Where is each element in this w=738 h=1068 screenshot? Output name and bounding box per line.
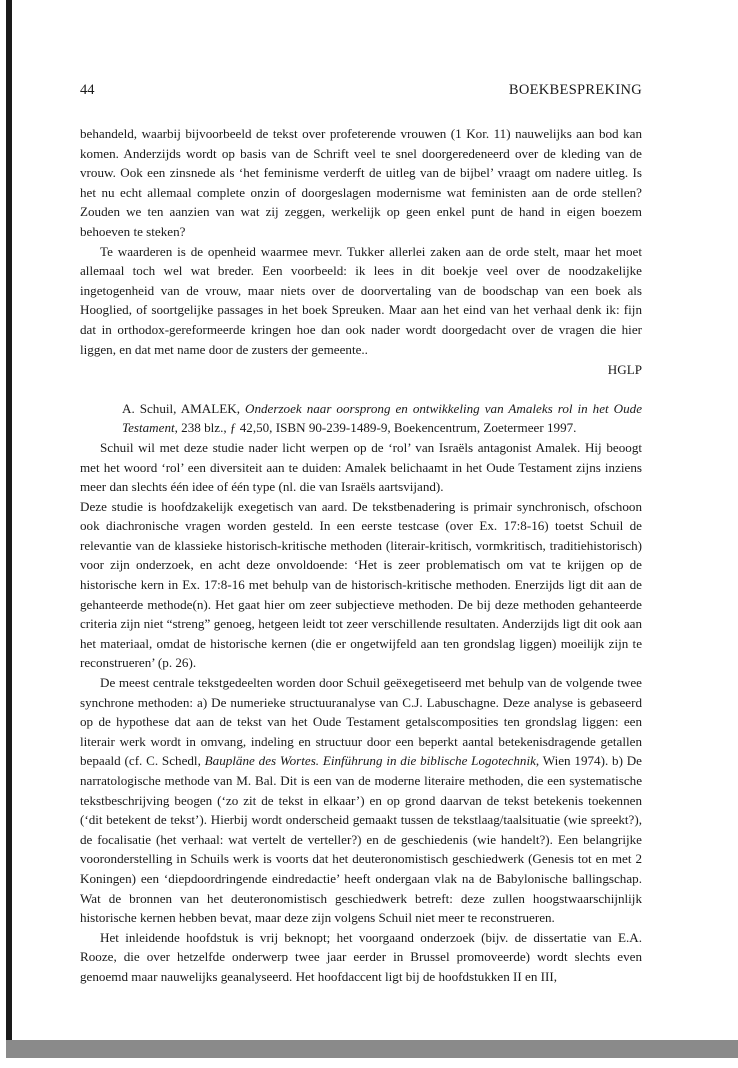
review2-paragraph-4: Het inleidende hoofdstuk is vrij beknopt; het voorgaand onderzoek (bijv. de dissertatie van E.A. Rooze, die over hetzelfde onderwerp twee jaar eerder in Brussel promoveerde) wordt slechts even genoemd maar nauwelijks geanalyseerd. Het hoofdaccent ligt bij de hoofdstukken II en III, (80, 929, 642, 984)
running-title: BOEKBESPREKING (508, 82, 642, 98)
review2-paragraph-1: Schuil wil met deze studie nader licht werpen op de ‘rol’ van Israëls antagonist Amalek. Hij beoogt met het woord ‘rol’ een diversiteit aan te duiden: Amalek belichaamt in het Oude Testament zijns inziens meer dan slechts één idee of één type (nl. die van Israëls aartsvijand). (80, 439, 642, 495)
page-body (80, 124, 642, 987)
running-header (80, 82, 642, 102)
review2-paragraph-3 (80, 673, 642, 928)
review1-paragraph-1: behandeld, waarbij bijvoorbeeld de tekst over profeterende vrouwen (1 Kor. 11) nauwelijks aan bod kan komen. Anderzijds wordt op basis van de Schrift veel te snel doorgeredeneerd over de kleding van de vrouw. Ook een zinsnede als ‘het feminisme verderft de uitleg van de bijbel’ vraagt om nadere uitleg. Is het nu echt allemaal complete onzin of doorgeslagen modernisme wat feministen aan de orde stellen? Zouden we ten aanzien van wat zij zeggen, werkelijk op geen enkel punt de hand in eigen boezem behoeven te steken? (80, 126, 642, 239)
review2-p3-text-a: De meest centrale tekstgedeelten worden door Schuil geëxegetiseerd met behulp van de volgende twee synchrone methoden: a) De numerieke structuuranalyse van C.J. Labuschagne. Deze analyse is gebaseerd op de hypothese dat aan de tekst van het Oude Testament getalscomposities ten grondslag liggen: een literair werk wordt in omvang, indeling en structuur door een beperkt aantal betekenisdragende getallen bepaald (cf. C. Schedl, (80, 675, 642, 769)
bibliographic-entry (122, 399, 642, 438)
review2-paragraph-2: Deze studie is hoofdzakelijk exegetisch van aard. De tekstbenadering is primair synchronisch, ofschoon ook diachronische vragen worden gesteld. In een eerste testcase (over Ex. 17:8-16) toetst Schuil de relevantie van de klassieke historisch-kritische methoden (literair-kritisch, vormkritisch, traditiehistorisch) voor zijn onderzoek, en acht deze onvoldoende: ‘Het is zeer problematisch om vat te krijgen op de historische kern in Ex. 17:8-16 met behulp van de historisch-kritische methoden. Enerzijds ligt dit aan de gehanteerde methode(n). Het gaat hier om zeer subjectieve methoden. De bij deze methoden gehanteerde criteria zijn niet “streng” genoeg, hetgeen leidt tot zeer verschillende resultaten. Anderzijds ligt dit ook aan het materiaal, omdat de historische kernen (die er ongetwijfeld aan ten grondslag liggen) moeilijk zijn te reconstrueren’ (p. 26). (80, 498, 642, 671)
biblio-title: Onderzoek naar oorsprong en ontwikkeling van Amaleks rol in het Oude Testament (122, 400, 643, 436)
review1-paragraph-2: Te waarderen is de openheid waarmee mevr. Tukker allerlei zaken aan de orde stelt, maar het moet allemaal toch wel wat breder. Een voorbeeld: ik lees in dit boekje veel over de noodzakelijke ingetogenheid van de vrouw, maar niets over de doorvertaling van de boodschap van een boek als Hooglied, of soortgelijke passages in het boek Spreuken. Maar aan het eind van het verhaal denk ik: fijn dat in orthodox-gereformeerde kringen hoe dan ook nader wordt doorgedacht over de vragen die hier liggen, en dat met name door de zusters der gemeente.. (80, 243, 642, 357)
page-number: 44 (80, 82, 95, 98)
biblio-author: A. Schuil, AMALEK, (122, 400, 245, 416)
review2-p3-italic-title: Baupläne des Wortes. Einführung in die biblische Logotechnik (204, 753, 536, 769)
biblio-details: , 238 blz., ƒ 42,50, ISBN 90-239-1489-9, Boekencentrum, Zoetermeer 1997. (174, 420, 577, 436)
reviewer-signature: HGLP (607, 362, 642, 378)
review2-p3-text-b: , Wien 1974). b) De narratologische methode van M. Bal. Dit is een van de moderne literaire methoden, die een systematische tekstbeschrijving beogen (‘zo zit de tekst in elkaar’) en op grond daarvan de tekst betekenis toekennen (‘dit betekent de tekst’). Hierbij wordt onderscheid gemaakt tussen de tekstlaag/taalsituatie (wie spreekt?), de focalisatie (het verhaal: wat vertelt de verteller?) en de geschiedenis (wie handelt?). Een belangrijke vooronderstelling in Schuils werk is voorts dat het deuteronomistisch geschiedwerk (Genesis tot en met 2 Koningen) een ‘diepdoordringende eindredactie’ heeft ondergaan vlak na de Babylonische ballingschap. Wat de bronnen van het deuteronomistisch geschiedwerk betreft: deze zullen hoogstwaarschijnlijk historische kernen hebben bevat, maar deze zijn volgens Schuil niet meer te reconstrueren. (80, 753, 642, 926)
page-edge-shadow (6, 0, 12, 1040)
page-bottom-edge (6, 1040, 738, 1058)
